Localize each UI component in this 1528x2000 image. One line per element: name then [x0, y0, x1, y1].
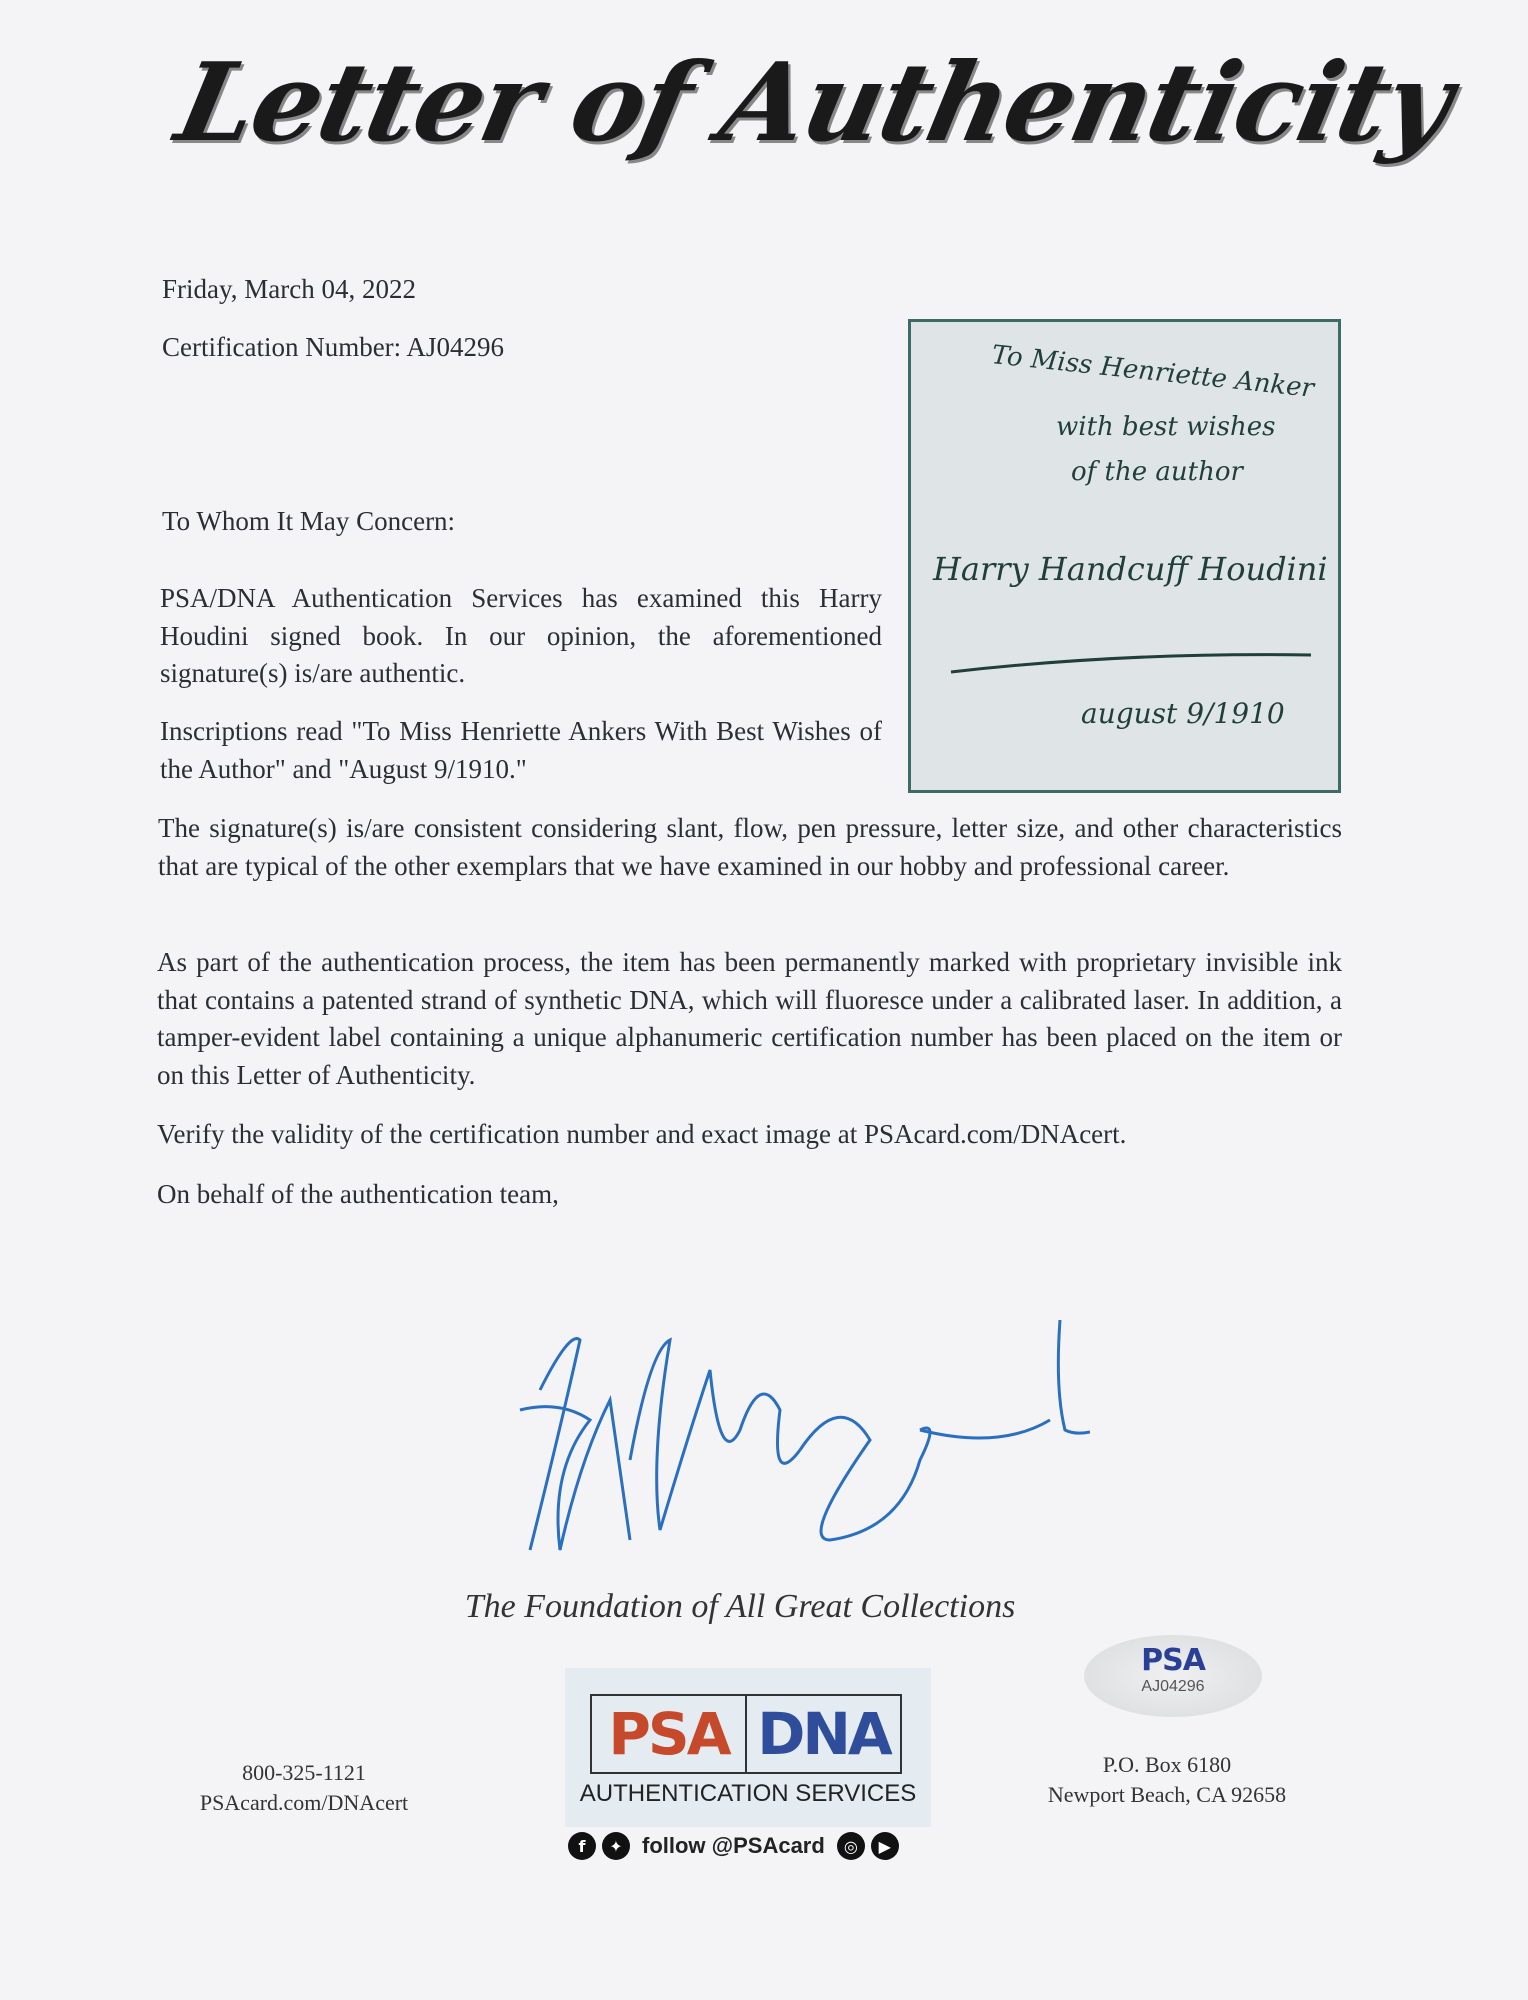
underline-stroke — [946, 647, 1316, 677]
paragraph: PSA/DNA Authentication Services has examined this Harry Houdini signed book. In our opinion, the aforementioned signature(s) is/are authentic. — [160, 583, 882, 689]
inscription-line: with best wishes — [1056, 412, 1276, 442]
hologram-label — [1084, 1635, 1262, 1717]
tagline: The Foundation of All Great Collections — [464, 1588, 1016, 1625]
paragraph: The signature(s) is/are consistent considering slant, flow, pen pressure, letter size, and other characteristics that are typical of the other exemplars that we have examined in our hobby and professional career. — [158, 813, 1342, 881]
social-follow — [568, 1832, 899, 1860]
hologram-number: AJ04296 — [1141, 1678, 1205, 1695]
paragraph: Inscriptions read "To Miss Henriette Ankers With Best Wishes of the Author" and "August 9/1910." — [160, 716, 882, 784]
authenticator-signature — [500, 1310, 1090, 1570]
certification-number: Certification Number: AJ04296 — [162, 332, 504, 362]
logo-dna: DNA — [757, 1700, 890, 1768]
hologram-brand: PSA — [1141, 1643, 1205, 1678]
city-address: Newport Beach, CA 92658 — [1047, 1782, 1287, 1807]
salutation: To Whom It May Concern: — [162, 506, 456, 536]
inscription-date: august 9/1910 — [1081, 697, 1285, 730]
logo-subtitle: AUTHENTICATION SERVICES — [579, 1780, 917, 1807]
verify-paragraph: Verify the validity of the certification number and exact image at PSAcard.com/DNAcert. — [157, 1119, 1127, 1149]
contact-left — [154, 1758, 454, 1818]
inscription-image — [908, 319, 1341, 793]
twitter-icon: ✦ — [602, 1832, 630, 1860]
youtube-icon: ▶ — [871, 1832, 899, 1860]
houdini-signature: Harry Handcuff Houdini — [933, 550, 1328, 588]
po-box: P.O. Box 6180 — [1102, 1752, 1232, 1777]
follow-handle: follow @PSAcard — [642, 1833, 825, 1858]
letter-title: Letter of Authenticity — [166, 40, 1462, 166]
logo-psa: PSA — [592, 1696, 747, 1772]
paragraph: As part of the authentication process, the item has been permanently marked with proprietary invisible ink that contains a patented strand of synthetic DNA, which will fluoresce under a calibrated laser. In addition, a tamper-evident label containing a unique alphanumeric certification number has been placed on the item or on this Letter of Authenticity. — [157, 947, 1342, 1090]
inscription-line: To Miss Henriette Anker — [990, 340, 1316, 404]
website: PSAcard.com/DNAcert — [199, 1790, 409, 1815]
contact-right — [1017, 1750, 1317, 1810]
facebook-icon: f — [568, 1832, 596, 1860]
phone-number: 800-325-1121 — [242, 1760, 366, 1785]
letter-date: Friday, March 04, 2022 — [162, 274, 416, 304]
inscription-line: of the author — [1071, 457, 1243, 487]
psa-dna-logo — [565, 1668, 931, 1827]
instagram-icon: ◎ — [837, 1832, 865, 1860]
closing: On behalf of the authentication team, — [157, 1179, 559, 1209]
